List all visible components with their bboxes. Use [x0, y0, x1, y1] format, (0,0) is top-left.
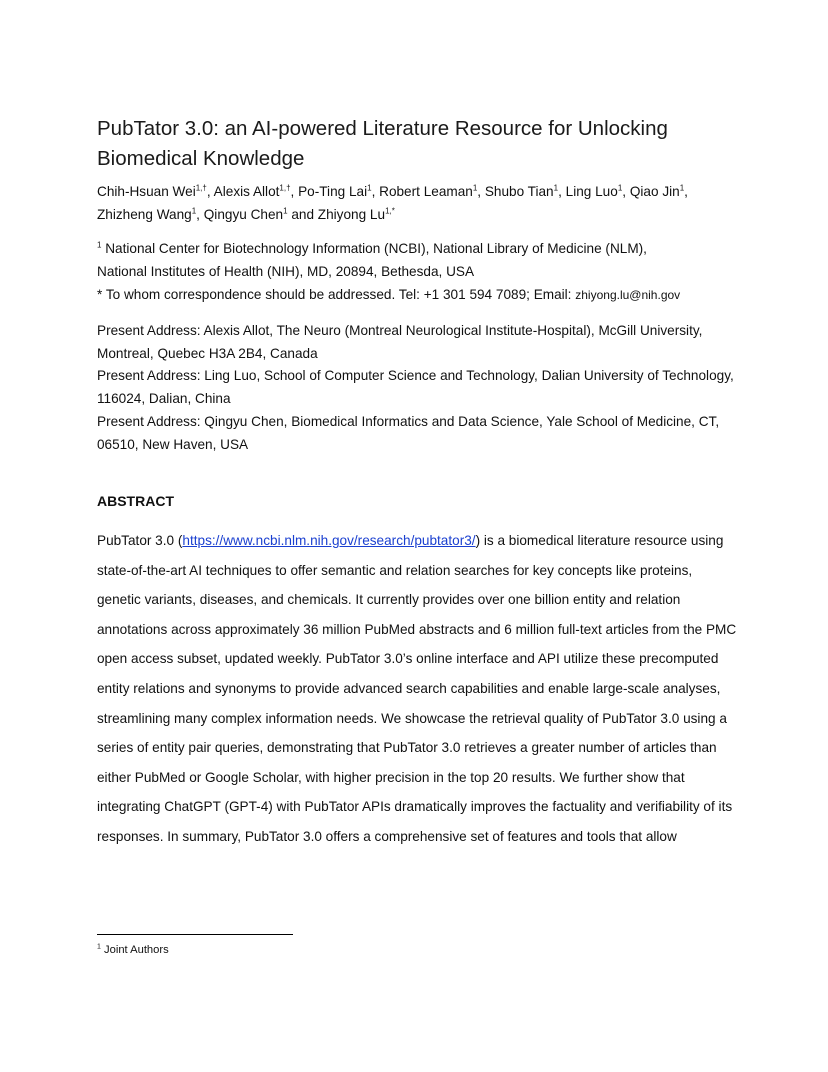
abstract-text: ) is a biomedical literature resource using state-of-the-art AI techniques to offer semantic and relation searches for key concepts like proteins, genetic variants, diseases, and chemicals. It currently provides over one billion entity and relation annotations across approximately 36 million PubMed abstracts and 6 million full-text articles from the PMC open access subset, updated weekly. PubTator 3.0’s online interface and API utilize these precomputed entity relations and synonyms to provide advanced search capabilities and enable large-scale analyses, streamlining many complex information needs. We showcase the retrieval quality of PubTator 3.0 using a series of entity pair queries, demonstrating that PubTator 3.0 retrieves a greater number of articles than either PubMed or Google Scholar, with higher precision in the top 20 results. We further show that integrating ChatGPT (GPT-4) with PubTator APIs dramatically improves the factuality and verifiability of its responses. In summary, PubTator 3.0 offers a comprehensive set of features and tools that allow: [97, 533, 737, 844]
affiliation-marker: 1: [97, 240, 102, 250]
abstract-lead: PubTator 3.0 (: [97, 533, 183, 548]
affiliation-line: National Institutes of Health (NIH), MD, 20894, Bethesda, USA: [97, 264, 475, 279]
author-name: Zhizheng Wang: [97, 207, 192, 222]
footnote-marker: 1: [97, 943, 101, 951]
author-affiliation-marker: 1,†: [195, 183, 207, 193]
author-list: Chih-Hsuan Wei$^{1,\dagger}$, Alexis Allot$^{1,\dagger}$, Po-Ting Lai$^1$, Robert Leaman$^1$, Shubo Tian$^1$, Ling Luo$^1$, Qiao Jin$^1$, Zhizheng Wang$^1$, Qingyu Chen$^1$ and Zhiyong $Lu^{1,*}$: [97, 183, 688, 222]
author-affiliation-marker: 1: [191, 206, 197, 216]
author-affiliation-marker: 1: [367, 183, 372, 193]
author-name: Po-Ting Lai: [298, 184, 368, 199]
author-name: Qingyu Chen: [203, 207, 284, 222]
authors-conjunction: and: [291, 207, 315, 222]
footnote-text: Joint Authors: [104, 944, 169, 956]
present-address: Present Address: Alexis Allot, The Neuro (Montreal Neurological Institute-Hospital), McGill University, Montreal, Quebec H3A 2B4, Canada: [97, 323, 703, 361]
author-affiliation-marker: 1: [283, 206, 288, 216]
correspondence-text: * To whom correspondence should be addressed. Tel: +1 301 594 7089; Email:: [97, 287, 572, 302]
author-affiliation-marker: 1,*: [385, 206, 395, 216]
author-name: Robert Leaman: [379, 184, 473, 199]
abstract-body: [97, 526, 737, 852]
author-affiliation-marker: 1: [679, 183, 685, 193]
author-name: Zhiyong Lu: [317, 207, 386, 222]
author-affiliation-marker: 1: [553, 183, 559, 193]
author-affiliation-marker: 1,†: [279, 183, 291, 193]
author-name: Chih-Hsuan Wei: [97, 184, 196, 199]
author-name: Alexis Allot: [213, 184, 280, 199]
paper-title: PubTator 3.0: an AI-powered Literature Resource for Unlocking Biomedical Knowledge: [97, 117, 668, 170]
author-name: Qiao Jin: [629, 184, 680, 199]
author-affiliation-marker: 1: [472, 183, 478, 193]
abstract-heading: ABSTRACT: [97, 493, 174, 509]
correspondence-email: zhiyong.lu@nih.gov: [575, 288, 681, 302]
present-address: Present Address: Qingyu Chen, Biomedical Informatics and Data Science, Yale School of Medicine, CT, 06510, New Haven, USA: [97, 413, 720, 452]
author-name: Ling Luo: [565, 184, 618, 199]
pubtator-link[interactable]: https://www.ncbi.nlm.nih.gov/research/pubtator3/: [182, 533, 476, 548]
present-address: Present Address: Ling Luo, School of Computer Science and Technology, Dalian University of Technology, 116024, Dalian, China: [97, 368, 734, 407]
affiliation-block: [97, 237, 747, 307]
author-affiliation-marker: 1: [617, 183, 623, 193]
present-addresses: [97, 320, 737, 456]
footnote: [97, 941, 169, 959]
affiliation-line: National Center for Biotechnology Information (NCBI), National Library of Medicine (NLM),: [105, 241, 647, 256]
footnote-divider: [97, 934, 293, 935]
author-name: Shubo Tian: [484, 184, 554, 199]
